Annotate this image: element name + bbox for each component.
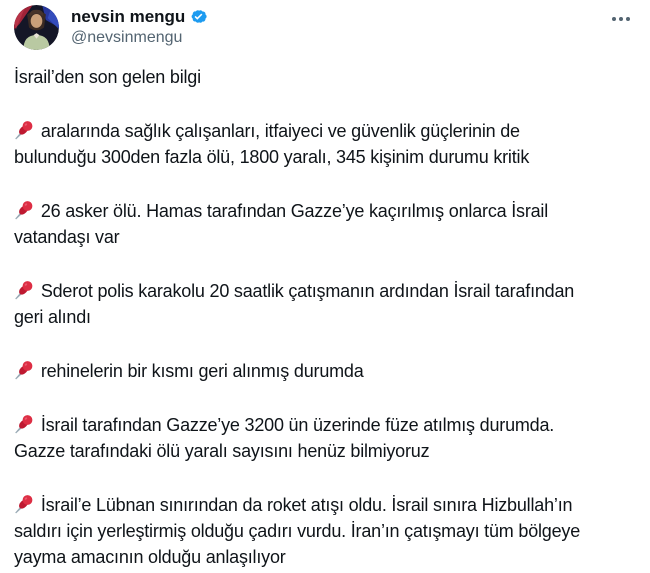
- tweet-paragraph: [14, 492, 644, 570]
- handle[interactable]: @nevsinmengu: [71, 29, 183, 46]
- tweet-paragraph: [14, 198, 644, 250]
- pushpin-icon: [14, 413, 34, 435]
- tweet-line: yayma amacının olduğu anlaşılıyor: [14, 547, 286, 567]
- identity-block: [71, 6, 208, 48]
- tweet-line: geri alındı: [14, 307, 91, 327]
- tweet-line: İsrail tarafından Gazze’ye 3200 ün üzerinde füze atılmış durumda.: [14, 412, 644, 438]
- tweet-paragraph: [14, 64, 644, 90]
- tweet-line: rehinelerin bir kısmı geri alınmış durumda: [14, 358, 644, 384]
- pushpin-icon: [14, 493, 34, 515]
- pushpin-icon: [14, 199, 34, 221]
- tweet-line: 26 asker ölü. Hamas tarafından Gazze’ye kaçırılmış onlarca İsrail: [14, 198, 644, 224]
- pushpin-icon: [14, 279, 34, 301]
- tweet-paragraph: [14, 278, 644, 330]
- verified-badge-icon: [189, 7, 208, 26]
- tweet-paragraph: [14, 412, 644, 464]
- tweet-line: aralarında sağlık çalışanları, itfaiyeci ve güvenlik güçlerinin de: [14, 118, 644, 144]
- tweet-header: [0, 0, 650, 50]
- pushpin-icon: [14, 359, 34, 381]
- tweet-line: İsrail’den son gelen bilgi: [14, 67, 201, 87]
- tweet-paragraph: [14, 358, 644, 384]
- display-name[interactable]: nevsin mengu: [71, 7, 186, 26]
- tweet-line: İsrail’e Lübnan sınırından da roket atışı oldu. İsrail sınıra Hizbullah’ın: [14, 492, 644, 518]
- tweet-line: Gazze tarafındaki ölü yaralı sayısını henüz bilmiyoruz: [14, 441, 430, 461]
- tweet-line: Sderot polis karakolu 20 saatlik çatışmanın ardından İsrail tarafından: [14, 278, 644, 304]
- more-button[interactable]: [608, 10, 634, 28]
- tweet-paragraph: [14, 118, 644, 170]
- tweet-text: [0, 64, 650, 570]
- tweet-line: vatandaşı var: [14, 227, 120, 247]
- pushpin-icon: [14, 119, 34, 141]
- tweet-line: bulunduğu 300den fazla ölü, 1800 yaralı, 345 kişinim durumu kritik: [14, 147, 530, 167]
- tweet-line: saldırı için yerleştirmiş olduğu çadırı vurdu. İran’ın çatışmayı tüm bölgeye: [14, 521, 581, 541]
- more-icon: [619, 17, 623, 21]
- more-icon: [612, 17, 616, 21]
- more-icon: [626, 17, 630, 21]
- avatar[interactable]: [14, 5, 59, 50]
